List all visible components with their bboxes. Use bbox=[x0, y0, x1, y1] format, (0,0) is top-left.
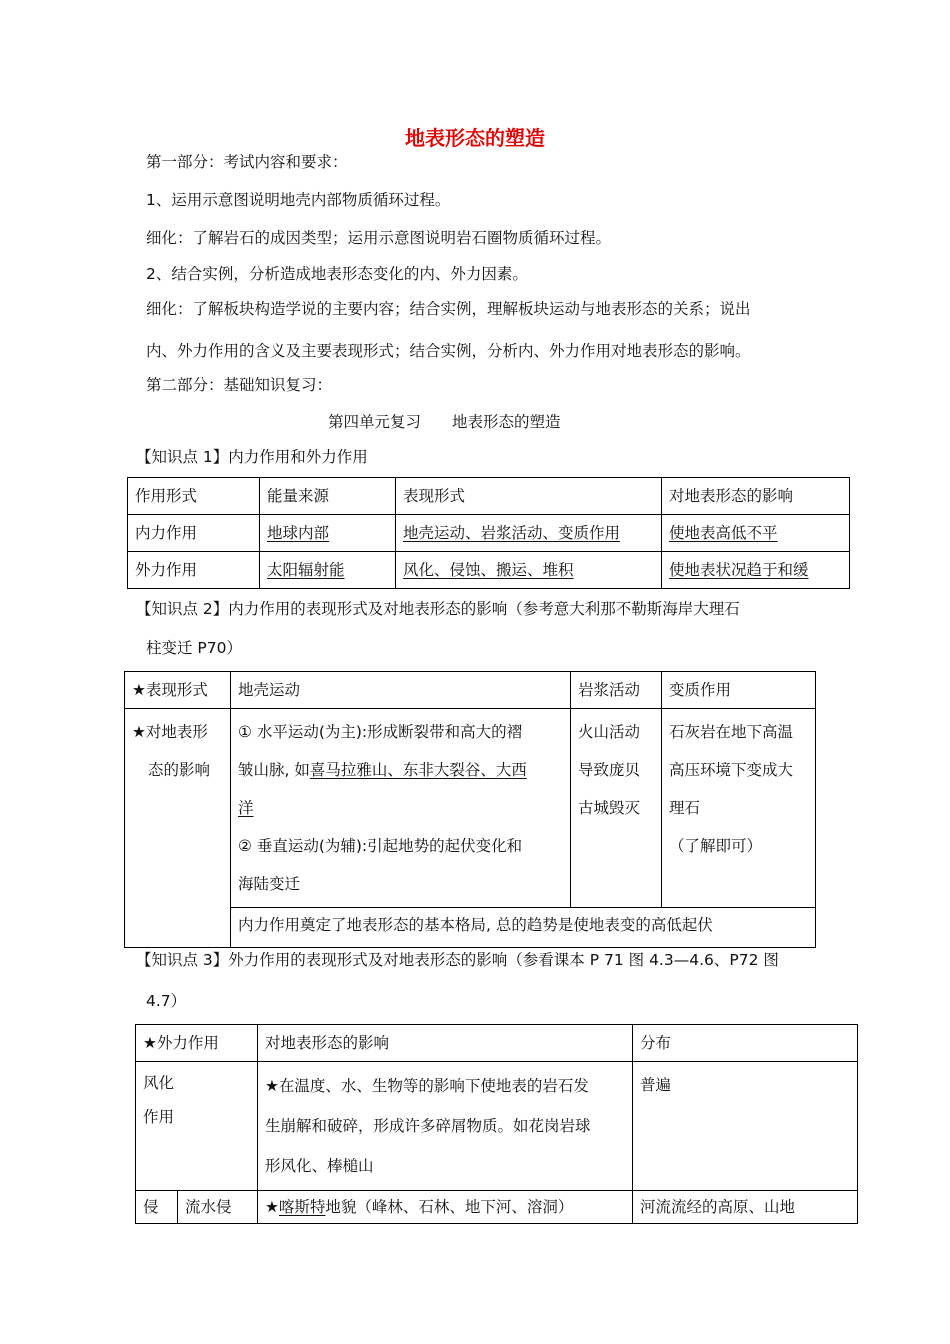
header-cell: 对地表形态的影响 bbox=[258, 1025, 633, 1062]
kp1-table bbox=[127, 477, 850, 589]
kp3-heading-line2: 4.7） bbox=[146, 992, 187, 1010]
header-cell: ★表现形式 bbox=[125, 672, 231, 709]
text-line: 导致庞贝 bbox=[578, 761, 641, 779]
kp1-heading: 【知识点 1】内力作用和外力作用 bbox=[136, 448, 368, 466]
table-cell: 外力作用 bbox=[128, 552, 260, 589]
example-underlined: 洋 bbox=[238, 799, 254, 817]
header-cell: 作用形式 bbox=[128, 478, 260, 515]
text-span: 地貌（峰林、石林、地下河、溶洞） bbox=[325, 1198, 574, 1216]
text-line bbox=[238, 789, 563, 827]
header-cell: 岩浆活动 bbox=[571, 672, 662, 709]
metamorphism-cell bbox=[662, 709, 816, 908]
table-header-row bbox=[128, 478, 850, 515]
table-row bbox=[128, 552, 850, 589]
text-line: 海陆变迁 bbox=[238, 875, 301, 893]
text-line: 形风化、棒槌山 bbox=[265, 1157, 374, 1175]
text-line: ★在温度、水、生物等的影响下使地表的岩石发 bbox=[265, 1077, 589, 1095]
text-line: ① 水平运动(为主):形成断裂带和高大的褶 bbox=[238, 723, 523, 741]
row-label-cell bbox=[136, 1062, 258, 1191]
requirement-1-detail: 细化：了解岩石的成因类型；运用示意图说明岩石圈物质循环过程。 bbox=[146, 229, 612, 247]
table-cell-underlined: 使地表状况趋于和缓 bbox=[669, 561, 809, 579]
table-cell: 内力作用 bbox=[128, 515, 260, 552]
header-cell: 对地表形态的影响 bbox=[662, 478, 850, 515]
kp3-heading-line1: 【知识点 3】外力作用的表现形式及对地表形态的影响（参看课本 P 71 图 4.3—4.6、P72 图 bbox=[136, 951, 779, 969]
page-title: 地表形态的塑造 bbox=[405, 126, 545, 150]
weathering-effect-cell bbox=[258, 1062, 633, 1191]
table-header-row bbox=[136, 1025, 858, 1062]
text-line: 古城毁灭 bbox=[578, 799, 641, 817]
section-heading-part1: 第一部分：考试内容和要求： bbox=[146, 153, 348, 171]
text-line: 理石 bbox=[669, 799, 701, 817]
header-cell: 表现形式 bbox=[396, 478, 662, 515]
requirement-2-detail-line2: 内、外力作用的含义及主要表现形式；结合实例，分析内、外力作用对地表形态的影响。 bbox=[146, 342, 751, 360]
text-line: （了解即可） bbox=[669, 837, 763, 855]
kp2-table bbox=[124, 671, 816, 948]
text-span: 皱山脉, 如 bbox=[238, 761, 310, 779]
example-underlined: 喜马拉雅山、东非大裂谷、大西 bbox=[309, 761, 527, 779]
row-label-cell: 侵 bbox=[136, 1191, 178, 1224]
table-row bbox=[125, 709, 816, 908]
text-line: 石灰岩在地下高温 bbox=[669, 723, 794, 741]
table-cell-underlined: 地球内部 bbox=[267, 524, 330, 542]
header-cell: 变质作用 bbox=[662, 672, 816, 709]
kp2-heading-line2: 柱变迁 P70） bbox=[146, 639, 242, 657]
requirement-1: 1、运用示意图说明地壳内部物质循环过程。 bbox=[146, 191, 451, 209]
header-cell: 分布 bbox=[633, 1025, 858, 1062]
table-cell-underlined: 太阳辐射能 bbox=[267, 561, 345, 579]
karst-cell bbox=[258, 1191, 633, 1224]
text-line: 火山活动 bbox=[578, 723, 641, 741]
table-header-row bbox=[125, 672, 816, 709]
table-cell-underlined: 地壳运动、岩浆活动、变质作用 bbox=[403, 524, 621, 542]
text-line: 生崩解和破碎，形成许多碎屑物质。如花岗岩球 bbox=[265, 1117, 591, 1135]
header-cell: 地壳运动 bbox=[231, 672, 571, 709]
row-label-cell bbox=[125, 709, 231, 948]
requirement-2: 2、结合实例，分析造成地表形态变化的内、外力因素。 bbox=[146, 265, 528, 283]
distribution-cell: 普遍 bbox=[633, 1062, 858, 1191]
row-label-line: 作用 bbox=[143, 1108, 175, 1126]
text-line bbox=[238, 751, 563, 789]
header-cell: 能量来源 bbox=[260, 478, 396, 515]
karst-term-underlined: 喀斯特 bbox=[278, 1198, 326, 1216]
star-icon: ★ bbox=[265, 1198, 279, 1216]
table-row bbox=[136, 1191, 858, 1224]
requirement-2-detail-line1: 细化：了解板块构造学说的主要内容；结合实例，理解板块运动与地表形态的关系；说出 bbox=[146, 300, 751, 318]
text-line: 高压环境下变成大 bbox=[669, 761, 794, 779]
table-cell-underlined: 使地表高低不平 bbox=[669, 524, 778, 542]
row-sublabel-cell: 流水侵 bbox=[178, 1191, 258, 1224]
row-label-line: ★对地表形 bbox=[132, 723, 208, 741]
section-heading-part2: 第二部分：基础知识复习： bbox=[146, 376, 333, 394]
magma-cell bbox=[571, 709, 662, 908]
distribution-cell: 河流流经的高原、山地 bbox=[633, 1191, 858, 1224]
kp2-heading-line1: 【知识点 2】内力作用的表现形式及对地表形态的影响（参考意大利那不勒斯海岸大理石 bbox=[136, 600, 740, 618]
summary-cell: 内力作用奠定了地表形态的基本格局, 总的趋势是使地表变的高低起伏 bbox=[231, 908, 816, 948]
row-label-line: 态的影响 bbox=[148, 761, 211, 779]
table-row bbox=[128, 515, 850, 552]
unit-title: 第四单元复习 地表形态的塑造 bbox=[328, 413, 561, 431]
row-label-line: 风化 bbox=[143, 1074, 175, 1092]
table-cell-underlined: 风化、侵蚀、搬运、堆积 bbox=[403, 561, 574, 579]
kp3-table bbox=[135, 1024, 858, 1224]
crust-movement-cell bbox=[231, 709, 571, 908]
text-line: ② 垂直运动(为辅):引起地势的起伏变化和 bbox=[238, 837, 523, 855]
table-row bbox=[136, 1062, 858, 1191]
header-cell: ★外力作用 bbox=[136, 1025, 258, 1062]
